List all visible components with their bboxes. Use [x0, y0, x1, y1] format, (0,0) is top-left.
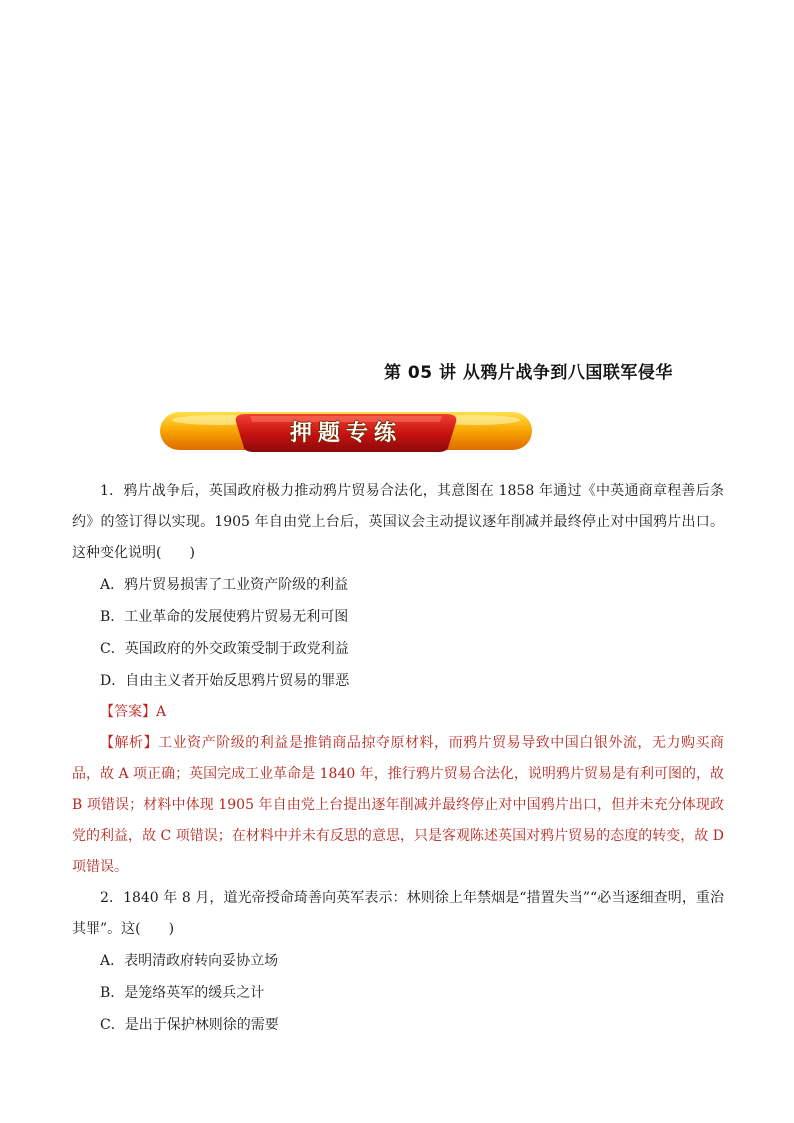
answer-tag: 【答案】 [100, 704, 156, 720]
question-1 [72, 476, 724, 883]
option-d: D．自由主义者开始反思鸦片贸易的罪恶 [100, 673, 350, 689]
option-a: A．鸦片贸易损害了工业资产阶级的利益 [100, 577, 349, 593]
analysis-tag: 【解析】 [100, 735, 159, 751]
analysis-block [72, 728, 724, 883]
answer-value: A [156, 704, 167, 720]
banner-label: 押题专练 [289, 420, 402, 446]
analysis-text: 工业资产阶级的利益是推销商品掠夺原材料，而鸦片贸易导致中国白银外流，无力购买商品，故 A 项正确；英国完成工业革命是 1840 年，推行鸦片贸易合法化，说明鸦片贸易是有利可图的，故 B 项错误；材料中体现 1905 年自由党上台提出逐年削减并最终停止对中国鸦片出口，但并未充分体现政党的利益，故 C 项错误；在材料中并未有反思的意思，只是客观陈述英国对鸦片贸易的态度的转变，故 D 项错误。 [72, 735, 725, 875]
option-c: C．是出于保护林则徐的需要 [100, 1017, 279, 1033]
option-a: A．表明清政府转向妥协立场 [100, 953, 279, 969]
option-b: B．是笼络英军的缓兵之计 [100, 985, 265, 1001]
question-stem: 2．1840 年 8 月，道光帝授命琦善向英军表示：林则徐上年禁烟是“措置失当”“必当逐细查明，重治其罪”。这( ) [72, 890, 724, 937]
page-title: 第 05 讲 从鸦片战争到八国联军侵华 [384, 363, 673, 383]
question-2 [72, 883, 724, 1041]
section-banner [158, 408, 534, 454]
question-stem: 1．鸦片战争后，英国政府极力推动鸦片贸易合法化，其意图在 1858 年通过《中英通商章程善后条约》的签订得以实现。1905 年自由党上台后，英国议会主动提议逐年削减并最终停止对中国鸦片出口。这种变化说明( ) [72, 483, 724, 561]
question-list [72, 476, 724, 1041]
option-b: B．工业革命的发展使鸦片贸易无利可图 [100, 609, 349, 625]
option-c: C．英国政府的外交政策受制于政党利益 [100, 641, 349, 657]
answer-line [72, 697, 724, 728]
